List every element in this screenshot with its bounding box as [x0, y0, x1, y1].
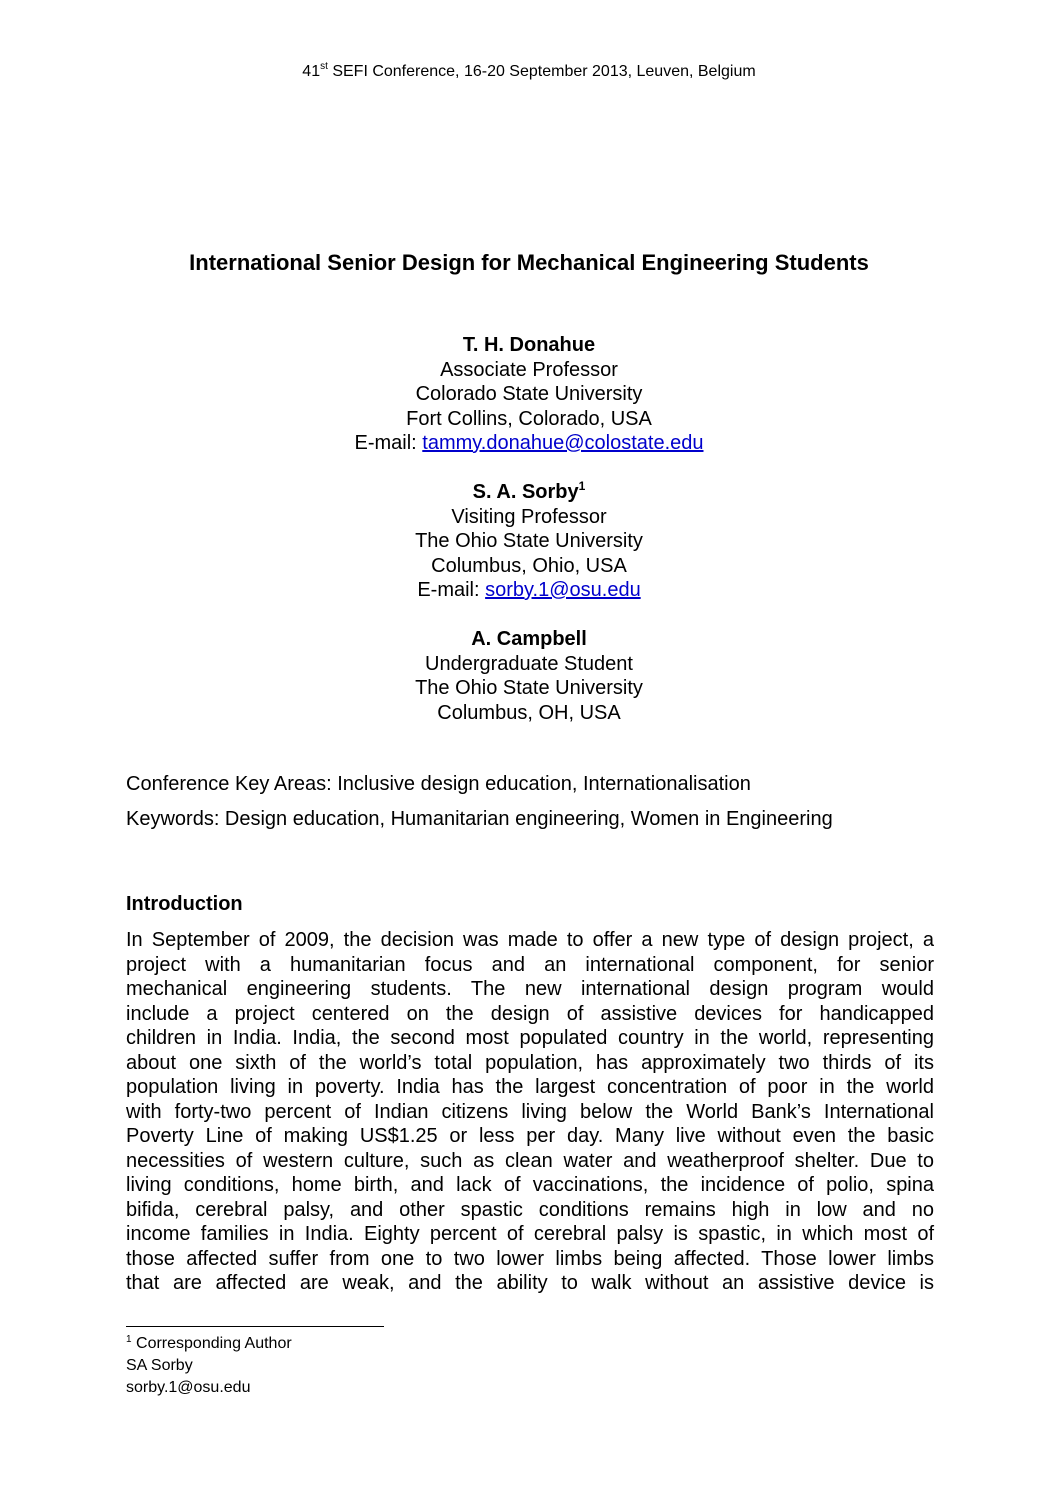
body-line: bifida, cerebral palsy, and other spastic conditions remains high in low and no [126, 1198, 934, 1221]
author-email-link[interactable]: tammy.donahue@colostate.edu [422, 432, 704, 454]
author-list [0, 333, 1058, 750]
author-name: T. H. Donahue [462, 334, 596, 356]
footnote-line [126, 1333, 292, 1355]
introduction-heading: Introduction [126, 893, 243, 915]
body-line: children in India. India, the second most populated country in the world, representing [126, 1027, 934, 1049]
author-role: Undergraduate Student [425, 652, 633, 675]
email-label: E-mail: [354, 432, 423, 454]
body-line: those affected suffer from one to two lower limbs being affected. Those lower limbs [126, 1247, 934, 1270]
body-line: Poverty Line of making US$1.25 or less per day. Many live without even the basic [126, 1125, 934, 1147]
footnote-text: Corresponding Author [131, 1335, 292, 1352]
body-line: with forty-two percent of Indian citizens living below the World Bank’s International [126, 1100, 934, 1123]
author-institution: The Ohio State University [415, 530, 643, 552]
body-line: living conditions, home birth, and lack of vaccinations, the incidence of polio, spina [126, 1174, 934, 1196]
body-line: necessities of western culture, such as clean water and weatherproof shelter. Due to [126, 1149, 934, 1172]
author-location: Columbus, Ohio, USA [431, 554, 627, 577]
author-block [0, 333, 1058, 456]
email-label: E-mail: [417, 579, 486, 601]
header-ordinal-suffix: st [320, 61, 328, 72]
running-header [0, 63, 1058, 81]
body-line: population living in poverty. India has the largest concentration of poor in the world [126, 1076, 934, 1098]
body-line: that are affected are weak, and the ability to walk without an assistive device is [126, 1272, 934, 1294]
body-line: project with a humanitarian focus and an international component, for senior [126, 953, 934, 976]
header-ordinal-number: 41 [302, 63, 321, 80]
body-line: about one sixth of the world’s total population, has approximately two thirds of its [126, 1051, 934, 1074]
keywords: Keywords: Design education, Humanitarian engineering, Women in Engineering [126, 808, 833, 830]
footnote-mark: 1 [578, 479, 586, 493]
author-location: Fort Collins, Colorado, USA [406, 407, 652, 430]
body-line: mechanical engineering students. The new international design program would [126, 978, 934, 1000]
paper-title: International Senior Design for Mechanical Engineering Students [189, 250, 869, 275]
footnote [126, 1333, 292, 1399]
author-email-link[interactable]: sorby.1@osu.edu [485, 579, 641, 601]
footnote-mark: 1 [126, 1334, 132, 1345]
author-name [0, 480, 1058, 505]
introduction-body [126, 928, 934, 1296]
footnote-divider [126, 1326, 384, 1327]
body-line: income families in India. Eighty percent of cerebral palsy is spastic, in which most of [126, 1223, 934, 1245]
author-name-text: S. A. Sorby [472, 481, 579, 503]
body-line: In September of 2009, the decision was made to offer a new type of design project, a [126, 929, 934, 951]
body-line: include a project centered on the design of assistive devices for handicapped [126, 1002, 934, 1025]
author-institution: The Ohio State University [415, 677, 643, 699]
author-email-line [0, 431, 1058, 456]
author-role: Visiting Professor [451, 505, 607, 528]
author-location: Columbus, OH, USA [437, 701, 621, 724]
conference-key-areas: Conference Key Areas: Inclusive design education, Internationalisation [126, 773, 751, 795]
footnote-email: sorby.1@osu.edu [126, 1379, 251, 1396]
author-name: A. Campbell [471, 628, 587, 650]
header-text: SEFI Conference, 16-20 September 2013, Leuven, Belgium [327, 63, 756, 80]
author-block [0, 480, 1058, 603]
author-block [0, 627, 1058, 725]
author-email-line [0, 578, 1058, 603]
footnote-author: SA Sorby [126, 1357, 193, 1374]
author-institution: Colorado State University [415, 383, 643, 405]
author-role: Associate Professor [440, 358, 618, 381]
